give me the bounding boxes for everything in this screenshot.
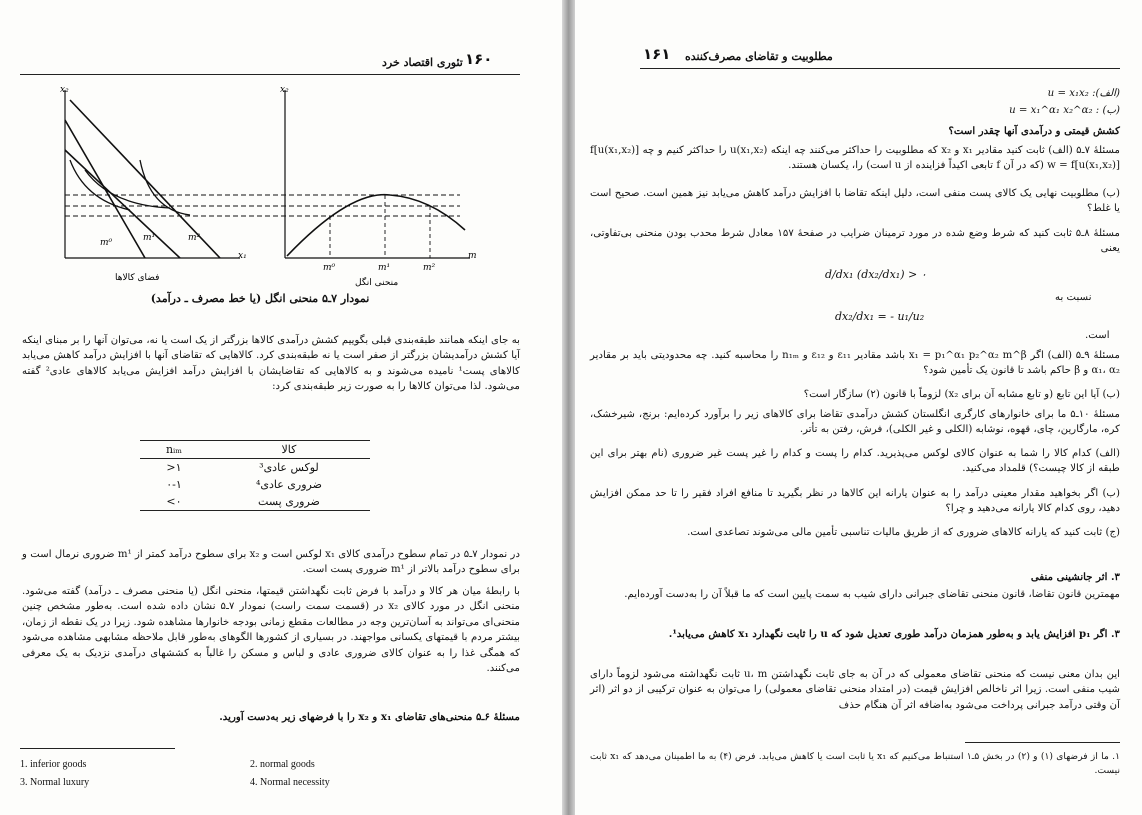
- right-x-axis-label: m: [468, 251, 477, 261]
- running-head-right: مطلوبیت و تقاضای مصرف‌کننده: [685, 50, 833, 63]
- mrs-formula: dx₂/dx₁ = - u₁/u₂: [835, 310, 925, 323]
- table-row: [140, 459, 370, 477]
- running-head-left: تئوری اقتصاد خرد: [382, 56, 463, 69]
- page-number-left: ۱۶۰: [465, 50, 493, 68]
- right-panel-label: منحنی انگل: [355, 278, 399, 288]
- footnote-rule-left: [20, 748, 175, 749]
- formula-a: (الف): u = x₁x₂: [1047, 88, 1120, 99]
- table-header-goods: کالا: [281, 443, 297, 456]
- table-cell: >۱: [166, 461, 182, 474]
- table-cell: ضروری پست: [258, 495, 320, 508]
- section-heading: ۳. اثر جانشینی منفی: [1030, 571, 1120, 583]
- problem-5-6: مسئلهٔ ۶ـ۵ منحنی‌های تقاضای x₁ و x₂ را با فرضهای زیر به‌دست آورید.: [219, 711, 520, 723]
- tick-m1: m¹: [378, 263, 391, 273]
- left-page: [0, 0, 562, 815]
- paragraph-engel-curve: با رابطهٔ میان هر کالا و درآمد با فرض ثابت نگهداشتن قیمتها، منحنی انگل (یا منحنی مصرف ـ درآمد) گفته می‌شود. منحنی انگل در مورد کالای x₂ در (قسمت سمت راست) نمودار ۷ـ۵ نشان داده شده است. به‌طور مشخص چنین منحنی‌ای می‌تواند به آسان‌ترین وجه در مطالعات مقطع زمانی بودجه خانوارها مشاهده شود. زیرا در یک نقطه از زمان، بیشتر مردم با قیمتهای یکسانی مواجهند. در بسیاری از کشورها الگوهای به‌طور قابل ملاحظه مشابهی مشاهده می‌شود که همگی غذا را به عنوان کالای ضروری عادی و لباس و مسکن را غالباً به کششهای درآمدی نزدیک به یک معرفی می‌کنند.: [22, 586, 520, 675]
- footnote-rule-right: [965, 742, 1120, 743]
- question-elasticity: کشش قیمتی و درآمدی آنها چقدر است؟: [948, 125, 1120, 137]
- curve-label-m2: m²: [188, 233, 201, 243]
- left-y-axis-label: x₂: [60, 85, 69, 95]
- section-paragraph-1: مهمترین قانون تقاضا، قانون منحنی تقاضای جبرانی دارای شیب به سمت پایین است که ما قبلاً آن را به‌دست آورده‌ایم.: [624, 589, 1120, 600]
- problem-5-10c: (ج) ثابت کنید که یارانه کالاهای ضروری که از طریق مالیات تناسبی تأمین مالی می‌شوند تصاعدی است.: [687, 527, 1120, 538]
- left-panel-label: فضای کالاها: [115, 273, 160, 283]
- footnote-1: 1. inferior goods: [20, 759, 87, 770]
- right-page: [575, 0, 1142, 815]
- nesbat-label: نسبت به: [1055, 292, 1092, 303]
- figure-caption: نمودار ۷ـ۵ منحنی انگل (یا خط مصرف ـ درآمد): [150, 292, 370, 305]
- ast-label: است.: [1085, 330, 1110, 341]
- goods-classification-table: [140, 440, 370, 511]
- convexity-formula: d/dx₁ (dx₂/dx₁) > ۰: [825, 268, 927, 281]
- problem-5-10: مسئلهٔ ۱۰ـ۵ ما برای خانوارهای کارگری انگلستان کشش درآمدی تقاضا برای کالاهای زیر را برآورد کرده‌ایم: برنج، شیرخشک، کره، مارگارین، چای، قهوه، نوشابه (الکلی و غیر الکلی)، فرش، رفتن به تأتر.: [590, 409, 1120, 436]
- left-x-axis-label: x₁: [238, 251, 247, 261]
- problem-5-9b: (ب) آیا این تابع (و تابع مشابه آن برای x₂) لزوماً با قانون (۲) سازگار است؟: [803, 389, 1120, 400]
- table-cell: لوکس عادی³: [259, 461, 319, 474]
- engel-curve-figure: [40, 80, 480, 290]
- footnote-3: 3. Normal luxury: [20, 777, 90, 788]
- paragraph-figure-note: در نمودار ۷ـ۵ در تمام سطوح درآمدی کالای x₁ لوکس است و x₂ برای سطوح درآمد کمتر از m¹ ضروری نرمال است و برای سطوح درآمد بالاتر از m¹ ضروری پست است.: [22, 549, 521, 576]
- header-rule-left: [20, 74, 520, 75]
- table-cell: <۰: [166, 495, 182, 508]
- engel-curve-panel: [285, 90, 470, 258]
- table-header-nim: nᵢₘ: [165, 443, 182, 456]
- paragraph-classification: به جای اینکه همانند طبقه‌بندی قبلی بگوییم کشش درآمدی کالاها بزرگتر از یک است یا نه، می‌توان آنها را بر مبنای اینکه آیا کشش درآمدیشان بزرگتر از صفر است یا نه طبقه‌بندی کرد. کالاهایی که تقاضای آنها با افزایش درآمد کاهش می‌یابد کالاهای پست¹ نامیده می‌شوند و به کالاهایی که تقاضایشان با افزایش درآمد افزایش می‌یابد کالاهای عادی² گفته می‌شود. لذا می‌توان کالاها را به صورت زیر طبقه‌بندی کرد:: [22, 335, 520, 393]
- table-row: [140, 493, 370, 511]
- footnote-right: ۱. ما از فرضهای (۱) و (۲) در بخش ۵ـ۱ استنباط می‌کنیم که x₁ یا ثابت است یا کاهش می‌یابد. فرض (۴) به ما اطمینان می‌دهد که x₁ ثابت نیست.: [590, 751, 1120, 776]
- footnote-2: 2. normal goods: [250, 759, 315, 770]
- page-number-right: ۱۶۱: [643, 45, 671, 63]
- section-law-3: ۳. اگر p₁ افزایش یابد و به‌طور همزمان درآمد طوری تعدیل شود که u را ثابت نگهدارد x₁ کاهش می‌یابد¹.: [668, 628, 1120, 640]
- header-rule-right: [640, 68, 1120, 69]
- problem-5-9a: مسئلهٔ ۹ـ۵ (الف) اگر x₁ = p₁^α₁ p₂^α₂ m^β باشد مقادیر ε₁₁ و ε₁₂ و n₁ₘ را محاسبه کنید. چه محدودیتی باید بر مقادیر α₁، α₂ و β حاکم باشد تا قانون یک تأمین شود؟: [590, 350, 1121, 377]
- problem-5-7b: (ب) مطلوبیت نهایی یک کالای پست منفی است، دلیل اینکه تقاضا با افزایش درآمد کاهش می‌یابد نیز همین است. صحیح است یا غلط؟: [590, 188, 1120, 215]
- tick-m2: m²: [423, 263, 436, 273]
- right-y-axis-label: x₂: [280, 85, 289, 95]
- problem-5-10b: (ب) اگر بخواهید مقدار معینی درآمد را به عنوان یارانه این کالاها در نظر بگیرید تا منافع افراد فقیر را تا حد ممکن افزایش دهید، روی کدام کالا یارانه می‌دهید و چرا؟: [590, 488, 1120, 515]
- problem-5-10a: (الف) کدام کالا را شما به عنوان کالای لوکس می‌پذیرید. کدام را پست و کدام را غیر پست غیر ضروری (نام بهتر برای این طبقه از کالا چیست؟) قلمداد می‌کنید.: [590, 448, 1120, 475]
- curve-label-m1: m¹: [143, 233, 156, 243]
- commodity-space-panel: [65, 90, 460, 258]
- tick-m0: m⁰: [323, 263, 336, 273]
- footnote-4: 4. Normal necessity: [250, 777, 330, 788]
- table-cell: ۰-۱: [166, 478, 182, 491]
- curve-label-m0: m⁰: [100, 238, 113, 248]
- problem-5-7a: مسئلهٔ ۷ـ۵ (الف) ثابت کنید مقادیر x₁ و x₂ که مطلوبیت را حداکثر می‌کنند چه اینکه u(x₁,x₂) را حداکثر کنیم و چه f[u(x₁,x₂)] w = f[u(x₁,x₂)] (که در آن f تابعی اکیداً فزاینده از u است) را، یکسان هستند.: [590, 145, 1120, 172]
- section-paragraph-2: این بدان معنی نیست که منحنی تقاضای معمولی که در آن به جای ثابت نگهداشتن u، m ثابت نگهداشته می‌شود لزوماً دارای شیب منفی است. زیرا اثر ناخالص افزایش قیمت (در امتداد منحنی تقاضای معمولی) را می‌توان به عنوان ترکیبی از دو اثر (اثر آن وقتی درآمد جبرانی پرداخت می‌شود به‌اضافه اثر آن هنگام حذف: [590, 669, 1120, 711]
- table-row: [140, 476, 370, 493]
- book-gutter: [562, 0, 575, 815]
- problem-5-8: مسئلهٔ ۸ـ۵ ثابت کنید که شرط وضع شده در مورد ترمینان ضرایب در صفحهٔ ۱۵۷ معادل شرط محدب بودن منحنی بی‌تفاوتی، یعنی: [590, 228, 1121, 255]
- formula-b: (ب) : u = x₁^α₁ x₂^α₂: [1009, 105, 1120, 116]
- table-cell: ضروری عادی⁴: [255, 478, 322, 491]
